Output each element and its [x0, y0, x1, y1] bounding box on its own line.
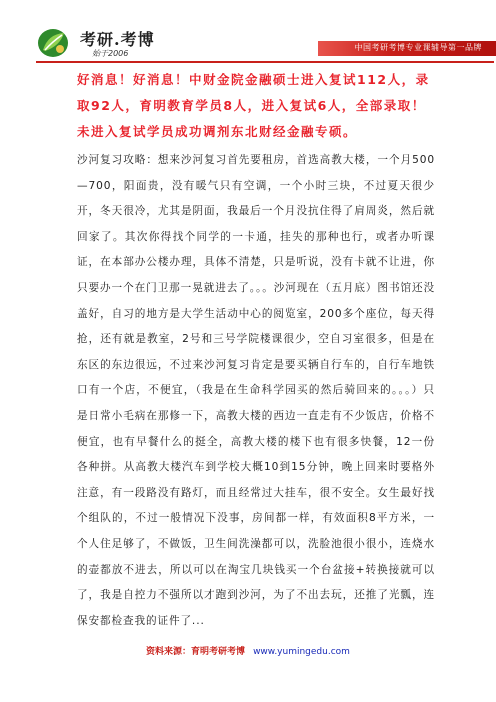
- article: [77, 67, 435, 634]
- logo: [36, 26, 186, 62]
- header-divider: [36, 61, 494, 63]
- slogan-banner: [318, 41, 496, 56]
- leaf-logo-icon: [36, 26, 72, 60]
- brand-name: 考研.考博: [80, 30, 155, 49]
- body-paragraph: 沙河复习攻略：想来沙河复习首先要租房，首选高教大楼，一个月500—700，阳面贵，没有暖气只有空调，一个小时三块，不过夏天很少开，冬天很冷，尤其是阴面，我最后一个月没抗住得了肩周炎，然后就回家了。其次你得找个同学的一卡通，挂失的那种也行，或者办听课证，在本部办公楼办理，具体不清楚，只是听说，没有卡就不让进，你只要办一个在门卫那一晃就进去了。。。沙河现在（五月底）图书馆还没盖好，自习的地方是大学生活动中心的阅览室，200多个座位，每天得抢，还有就是教室，2号和三号学院楼课很少，空自习室很多，但是在东区的东边很远，不过来沙河复习肯定是要买辆自行车的，自行车地铁口有一个店，不便宜，（我是在生命科学园买的然后骑回来的。。。）只是日常小毛病在那修一下，高教大楼的西边一直走有不少饭店，价格不便宜，也有早餐什么的挺全，高教大楼的楼下也有很多快餐，12一份各种拼。从高教大楼汽车到学校大概10到15分钟，晚上回来时要格外注意，有一段路没有路灯，而且经常过大挂车，很不安全。女生最好找个组队的，不过一般情况下没事，房间都一样，有效面积8平方米，一个人住足够了，不做饭，卫生间洗澡都可以，洗脸池很小很小，连烧水的壶都放不进去，所以可以在淘宝几块钱买一个台盆接+转换接就可以了，我是自控力不强所以才跑到沙河，为了不出去玩，还推了光瓢，连保安都检查我的证件了...: [77, 154, 435, 627]
- source-label: 资料来源：育明考研考博: [146, 647, 246, 657]
- source-url[interactable]: www.yumingedu.com: [253, 647, 350, 657]
- headline: 好消息！好消息！中财金院金融硕士进入复试112人，录取92人，育明教育学员8人，进入复试6人，全部录取！未进入复试学员成功调剂东北财经金融专硕。: [77, 72, 430, 139]
- page-footer: [0, 644, 496, 657]
- page-header: [0, 0, 496, 62]
- brand-since: 始于2006: [92, 49, 129, 58]
- banner-text: 中国考研考博专业课辅导第一品牌: [354, 43, 482, 52]
